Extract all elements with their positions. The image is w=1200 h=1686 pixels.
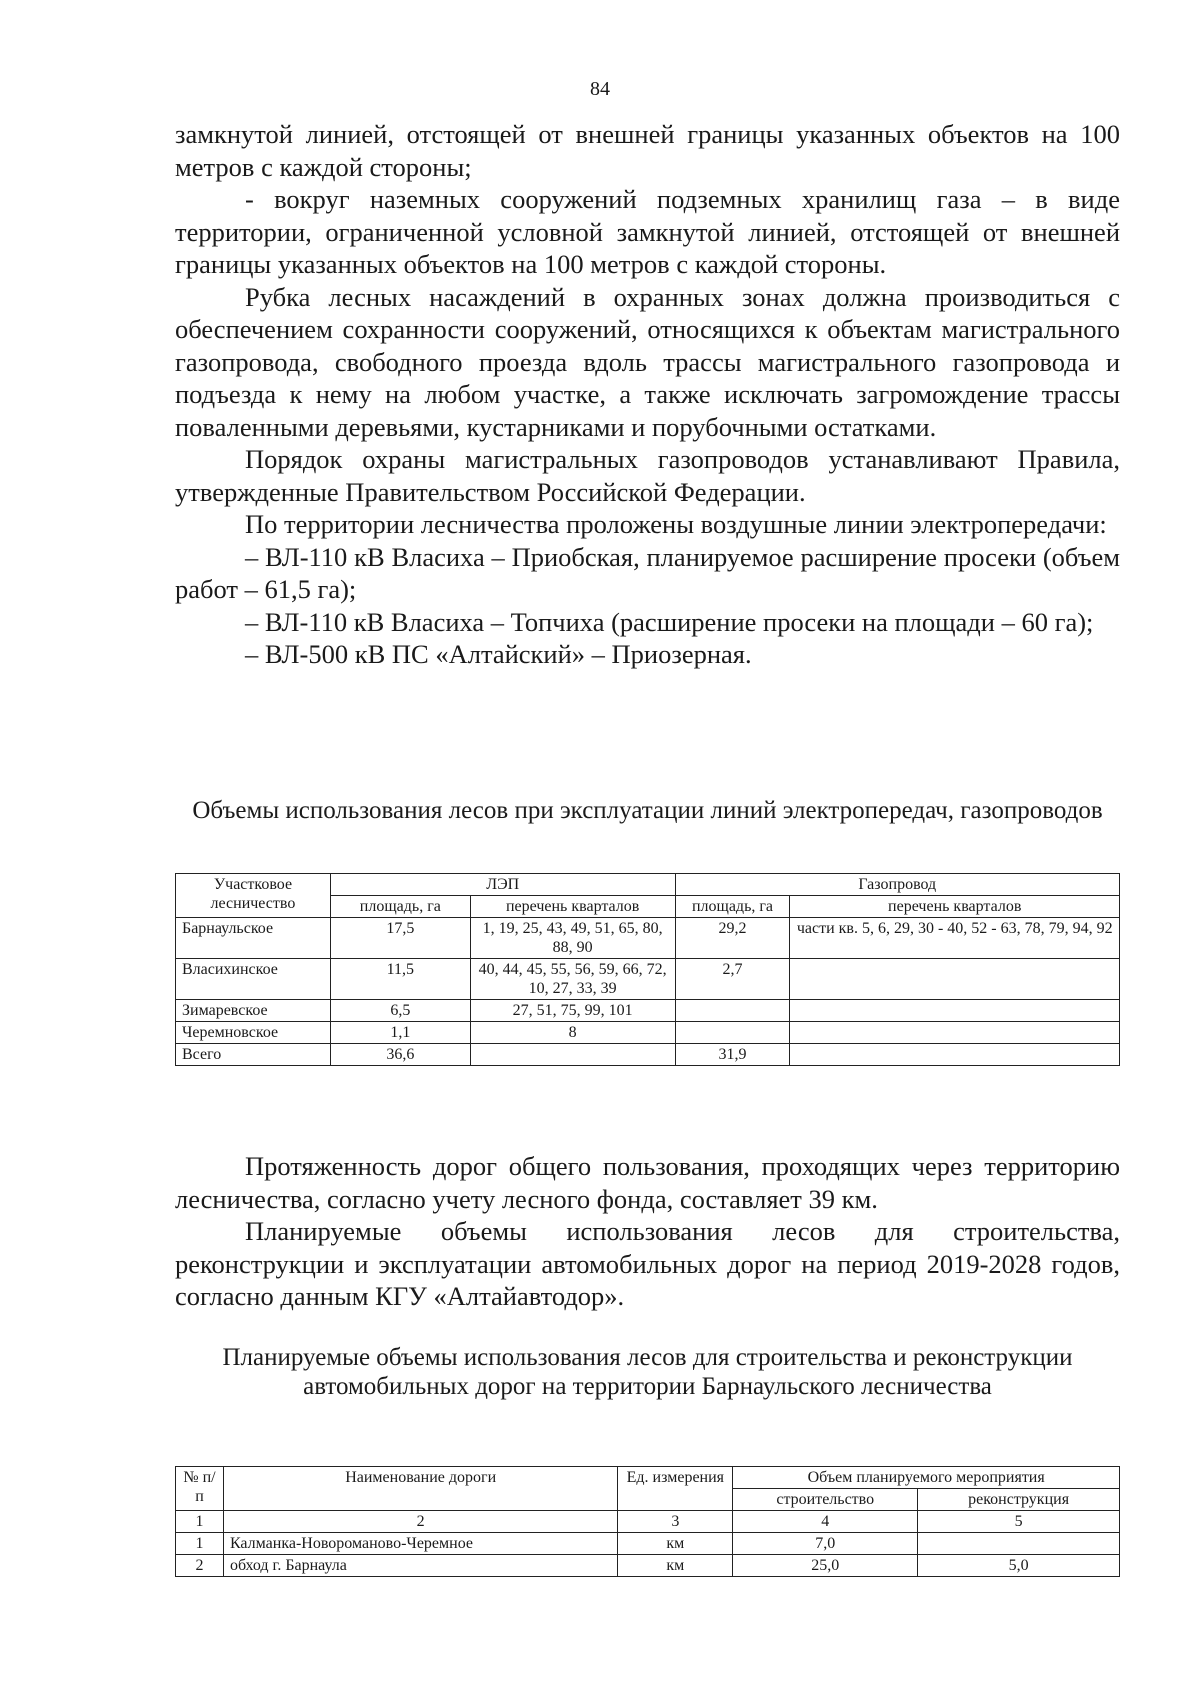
table-row xyxy=(176,1555,1120,1577)
cell-gas-area: 2,7 xyxy=(675,959,790,1000)
cell-lep-quarters: 27, 51, 75, 99, 101 xyxy=(470,1000,675,1022)
col-number: 5 xyxy=(918,1511,1120,1533)
cell-lep-area: 6,5 xyxy=(330,1000,470,1022)
cell-recon xyxy=(918,1533,1120,1555)
list-item-line-3: – ВЛ-500 кВ ПС «Алтайский» – Приозерная. xyxy=(245,639,752,669)
cell-road: обход г. Барнаула xyxy=(223,1555,617,1577)
list-item-line-1: – ВЛ-110 кВ Власиха – Приобская, планируемое расширение просеки (объем работ – 61,5 га); xyxy=(175,541,1120,604)
cell-gas-quarters xyxy=(790,1022,1120,1044)
cell-unit: км xyxy=(618,1555,733,1577)
col-number: 4 xyxy=(733,1511,918,1533)
cell-gas-area xyxy=(675,1022,790,1044)
cell-unit: км xyxy=(618,1533,733,1555)
header-lep-quarters: перечень кварталов xyxy=(470,896,675,918)
header-gas-quarters: перечень кварталов xyxy=(790,896,1120,918)
cell-lep-quarters xyxy=(470,1044,675,1066)
cell-gas-quarters xyxy=(790,1044,1120,1066)
cell-forestry: Черемновское xyxy=(176,1022,331,1044)
paragraph-roads-plans: Планируемые объемы использования лесов для строительства, реконструкции и эксплуатации автомобильных дорог на период 2019-2028 годов, согласно данным КГУ «Алтайавтодор». xyxy=(175,1216,1120,1311)
paragraph-4: Порядок охраны магистральных газопроводов устанавливают Правила, утвержденные Правительством Российской Федерации. xyxy=(175,444,1120,507)
table-row-total xyxy=(176,1044,1120,1066)
header-recon: реконструкция xyxy=(918,1489,1120,1511)
header-num: № п/п xyxy=(176,1467,224,1511)
cell-lep-area: 36,6 xyxy=(330,1044,470,1066)
cell-gas-quarters xyxy=(790,1000,1120,1022)
table-row xyxy=(176,959,1120,1000)
cell-forestry: Барнаульское xyxy=(176,918,331,959)
cell-num: 1 xyxy=(176,1533,224,1555)
column-number-row xyxy=(176,1511,1120,1533)
table2-caption: Планируемые объемы использования лесов для строительства и реконструкции автомобильных дорог на территории Барнаульского лесничества xyxy=(222,1344,1073,1400)
paragraph-5: По территории лесничества проложены воздушные линии электропередачи: xyxy=(245,509,1107,539)
body-text xyxy=(175,118,1120,671)
header-road: Наименование дороги xyxy=(223,1467,617,1511)
table1-caption: Объемы использования лесов при эксплуатации линий электропередач, газопроводов xyxy=(192,797,1103,824)
header-build: строительство xyxy=(733,1489,918,1511)
cell-lep-area: 17,5 xyxy=(330,918,470,959)
table-lep-gas xyxy=(175,873,1120,1066)
col-number: 2 xyxy=(223,1511,617,1533)
table-row xyxy=(176,918,1120,959)
table-row xyxy=(176,1000,1120,1022)
header-gas-area: площадь, га xyxy=(675,896,790,918)
cell-lep-quarters: 1, 19, 25, 43, 49, 51, 65, 80, 88, 90 xyxy=(470,918,675,959)
header-lep: ЛЭП xyxy=(330,874,675,896)
cell-gas-quarters xyxy=(790,959,1120,1000)
header-lep-area: площадь, га xyxy=(330,896,470,918)
cell-forestry: Зимаревское xyxy=(176,1000,331,1022)
cell-lep-area: 11,5 xyxy=(330,959,470,1000)
cell-lep-area: 1,1 xyxy=(330,1022,470,1044)
cell-forestry: Всего xyxy=(176,1044,331,1066)
header-unit: Ед. измерения xyxy=(618,1467,733,1511)
header-gas: Газопровод xyxy=(675,874,1119,896)
cell-build: 25,0 xyxy=(733,1555,918,1577)
col-number: 3 xyxy=(618,1511,733,1533)
cell-gas-area: 29,2 xyxy=(675,918,790,959)
list-item-line-2: – ВЛ-110 кВ Власиха – Топчиха (расширение просеки на площади – 60 га); xyxy=(245,606,1094,637)
paragraph-1: замкнутой линией, отстоящей от внешней границы указанных объектов на 100 метров с каждой стороны; xyxy=(175,119,1120,182)
table-row xyxy=(176,1022,1120,1044)
table-roads xyxy=(175,1466,1120,1577)
paragraph-3: Рубка лесных насаждений в охранных зонах должна производиться с обеспечением сохранности сооружений, относящихся к объектам магистрального газопровода, свободного проезда вдоль трассы магистрального газопровода и подъезда к нему на любом участке, а также исключать загромождение трассы поваленными деревьями, кустарниками и порубочными остатками. xyxy=(175,281,1120,442)
paragraph-roads-length: Протяженность дорог общего пользования, проходящих через территорию лесничества, согласно учету лесного фонда, составляет 39 км. xyxy=(175,1151,1120,1214)
col-number: 1 xyxy=(176,1511,224,1533)
table-row xyxy=(176,1533,1120,1555)
cell-lep-quarters: 8 xyxy=(470,1022,675,1044)
cell-gas-quarters: части кв. 5, 6, 29, 30 - 40, 52 - 63, 78, 79, 94, 92 xyxy=(790,918,1120,959)
cell-gas-area xyxy=(675,1000,790,1022)
header-forestry: Участковое лесничество xyxy=(176,874,331,918)
cell-build: 7,0 xyxy=(733,1533,918,1555)
header-volume: Объем планируемого мероприятия xyxy=(733,1467,1120,1489)
cell-lep-quarters: 40, 44, 45, 55, 56, 59, 66, 72, 10, 27, 33, 39 xyxy=(470,959,675,1000)
page-number: 84 xyxy=(590,78,610,100)
cell-recon: 5,0 xyxy=(918,1555,1120,1577)
cell-gas-area: 31,9 xyxy=(675,1044,790,1066)
paragraph-2: - вокруг наземных сооружений подземных хранилищ газа – в виде территории, ограниченной условной замкнутой линией, отстоящей от внешней границы указанных объектов на 100 метров с каждой стороны. xyxy=(175,184,1120,279)
cell-road: Калманка-Новороманово-Черемное xyxy=(223,1533,617,1555)
cell-num: 2 xyxy=(176,1555,224,1577)
cell-forestry: Власихинское xyxy=(176,959,331,1000)
body-text-2 xyxy=(175,1150,1120,1313)
